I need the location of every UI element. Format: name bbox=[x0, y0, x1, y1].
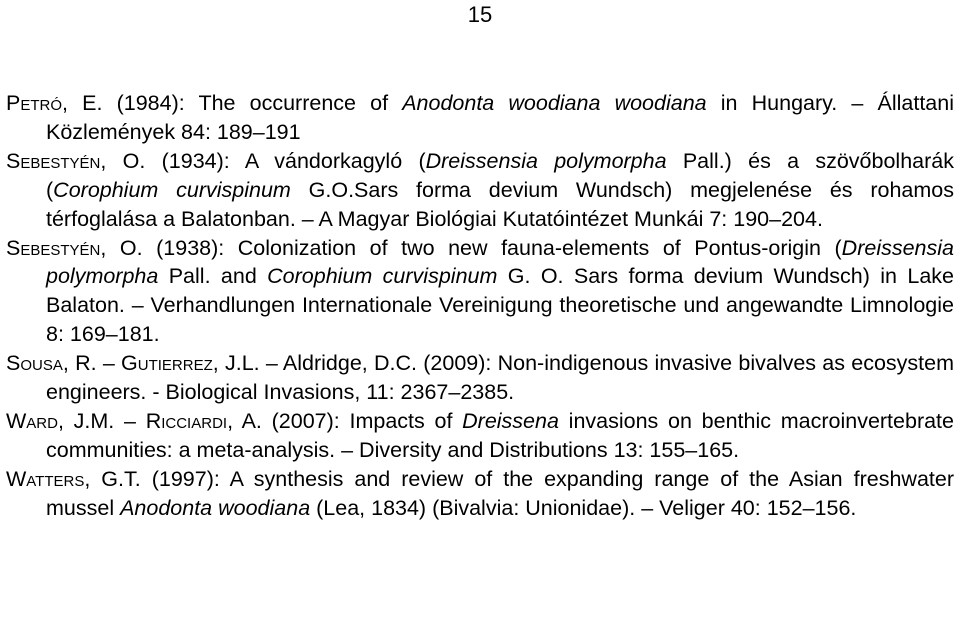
reference-list bbox=[6, 89, 954, 523]
reference-entry: Ward, J.M. – Ricciardi, A. (2007): Impacts of Dreissena invasions on benthic macroinvertebrate communities: a meta-analysis. – Diversity and Distributions 13: 155–165. bbox=[6, 408, 954, 462]
reference-entry: Sebestyén, O. (1934): A vándorkagyló (Dreissensia polymorpha Pall.) és a szövőbolharák (Corophium curvispinum G.O.Sars forma devium Wundsch) megjelenése és rohamos térfoglalása a Balatonban. – A Magyar Biológiai Kutatóintézet Munkái 7: 190–204. bbox=[6, 148, 954, 231]
reference-entry: Sebestyén, O. (1938): Colonization of two new fauna-elements of Pontus-origin (Dreissensia polymorpha Pall. and Corophium curvispinum G. O. Sars forma devium Wundsch) in Lake Balaton. – Verhandlungen Internationale Vereinigung theoretische und angewandte Limnologie 8: 169–181. bbox=[6, 235, 954, 347]
reference-entry: Sousa, R. – Gutierrez, J.L. – Aldridge, D.C. (2009): Non-indigenous invasive bivalves as ecosystem engineers. - Biological Invasions, 11: 2367–2385. bbox=[6, 351, 954, 405]
page-number: 15 bbox=[467, 2, 493, 27]
reference-entry: Petró, E. (1984): The occurrence of Anodonta woodiana woodiana in Hungary. – Állattani Közlemények 84: 189–191 bbox=[6, 91, 954, 144]
reference-entry: Watters, G.T. (1997): A synthesis and review of the expanding range of the Asian freshwater mussel Anodonta woodiana (Lea, 1834) (Bivalvia: Unionidae). – Veliger 40: 152–156. bbox=[6, 466, 954, 520]
